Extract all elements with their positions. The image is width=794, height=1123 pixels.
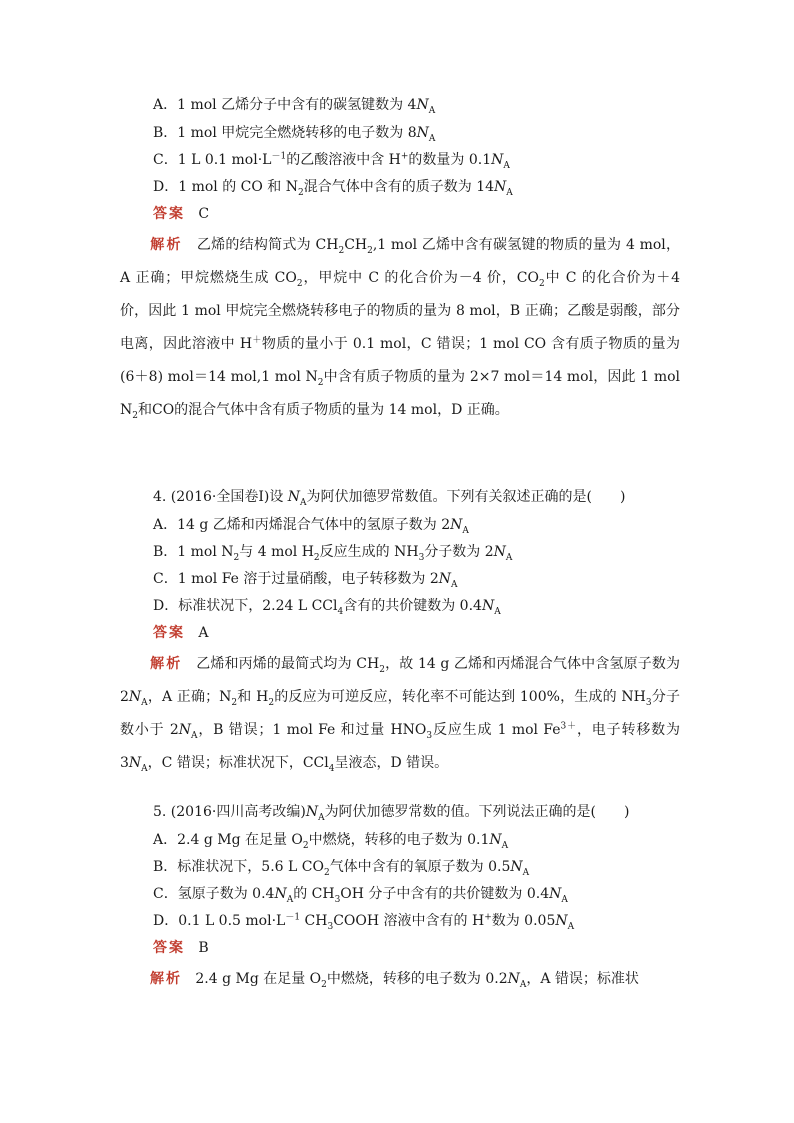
answer-tag: 答案: [153, 206, 185, 222]
q5-analysis: 解析 2.4 g Mg 在足量 $O_2$中燃烧，转移的电子数为 $0.2N_A$，A 错误；标准状: [150, 971, 639, 990]
analysis-tag: 解析: [150, 237, 183, 253]
answer-tag: 答案: [153, 625, 185, 641]
q5-answer: [153, 939, 209, 957]
q3-answer: [153, 205, 209, 223]
q4-stem: 4. (2016·全国卷Ⅰ)设 $N_A$为阿伏加德罗常数值。下列有关叙述正确的是( ): [153, 489, 626, 508]
q4-answer: [153, 624, 208, 642]
answer-tag: 答案: [153, 940, 185, 956]
q4-analysis: 解析 乙烯和丙烯的最简式均为 $CH_2$，故 14 g 乙烯和丙烯混合气体中含氢原子数为 $2N_A$，A 正确；$N_2$和 $H_2$的反应为可逆反应，转化率不可能达到 100%，生成的 $NH_3$分子数小于 $2N_A$，B 错误；1 mol Fe 和过量 $HNO_3$反应生成 1 mol $Fe^{3+}$，电子转移数为 $3N_A$，C 错误；标准状况下，CCl$_4$呈液态，D 错误。: [120, 656, 681, 774]
q3-option-b: B．1 mol 甲烷完全燃烧转移的电子数为 $8N_A$: [153, 125, 436, 144]
q5-option-d: D．0.1 L 0.5 $mol\cdot L^{-1}$ $CH_3COOH$ 溶液中含有的 H+数为 $0.05N_A$: [153, 912, 575, 932]
q5-option-b: B．标准状况下，5.6 L $CO_2$气体中含有的氧原子数为 $0.5N_A$: [153, 859, 530, 878]
q4-option-b: B．1 mol $N_2$与 4 mol $H_2$反应生成的 $NH_3$分子数为 $2N_A$: [153, 544, 513, 563]
q5-option-c: C．氢原子数为 $0.4N_A$的 $CH_3OH$ 分子中含有的共价键数为 $0.4N_A$: [153, 886, 568, 905]
q5-option-a: A．2.4 g Mg 在足量 $O_2$中燃烧，转移的电子数为 $0.1N_A$: [153, 832, 509, 851]
q3-option-c: C．1 L 0.1 $mol\cdot L^{-1}$的乙酸溶液中含 H+的数量为 $0.1N_A$: [153, 151, 510, 171]
analysis-tag: 解析: [150, 971, 182, 987]
q4-option-a: A．14 g 乙烯和丙烯混合气体中的氢原子数为 $2N_A$: [153, 517, 469, 536]
q3-option-d: D．1 mol 的 CO 和 $N_2$混合气体中含有的质子数为 $14N_A$: [153, 179, 513, 198]
analysis-tag: 解析: [150, 656, 183, 672]
answer-value: A: [198, 625, 209, 641]
answer-value: B: [198, 940, 209, 956]
q3-option-a: A．1 mol 乙烯分子中含有的碳氢键数为 $4N_A$: [153, 97, 436, 116]
answer-value: C: [198, 206, 210, 222]
q4-option-d: D．标准状况下，2.24 L CCl$_4$含有的共价键数为 $0.4N_A$: [153, 598, 501, 617]
q5-stem: 5. (2016·四川高考改编)$N_A$为阿伏加德罗常数的值。下列说法正确的是( ): [153, 804, 630, 823]
q3-analysis: 解析 乙烯的结构简式为 $CH_2CH_2,1$ mol 乙烯中含有碳氢键的物质的量为 4 mol，A 正确；甲烷燃烧生成 $CO_2$，甲烷中 C 的化合价为－4 价，$CO_2$中 C 的化合价为＋4 价，因此 1 mol 甲烷完全燃烧转移电子的物质的量为 8 mol，B 正确；乙酸是弱酸，部分电离，因此溶液中 H＋物质的量小于 0.1 mol，C 错误；1 mol CO 含有质子物质的量为(6＋8) mol＝14 mol,1 mol $N_2$中含有质子物质的量为 2×7 mol＝14 mol，因此 1 mol $N_2$和CO的混合气体中含有质子物质的量为 14 mol，D 正确。: [120, 237, 681, 421]
q4-option-c: C．1 mol Fe 溶于过量硝酸，电子转移数为 $2N_A$: [153, 571, 458, 590]
